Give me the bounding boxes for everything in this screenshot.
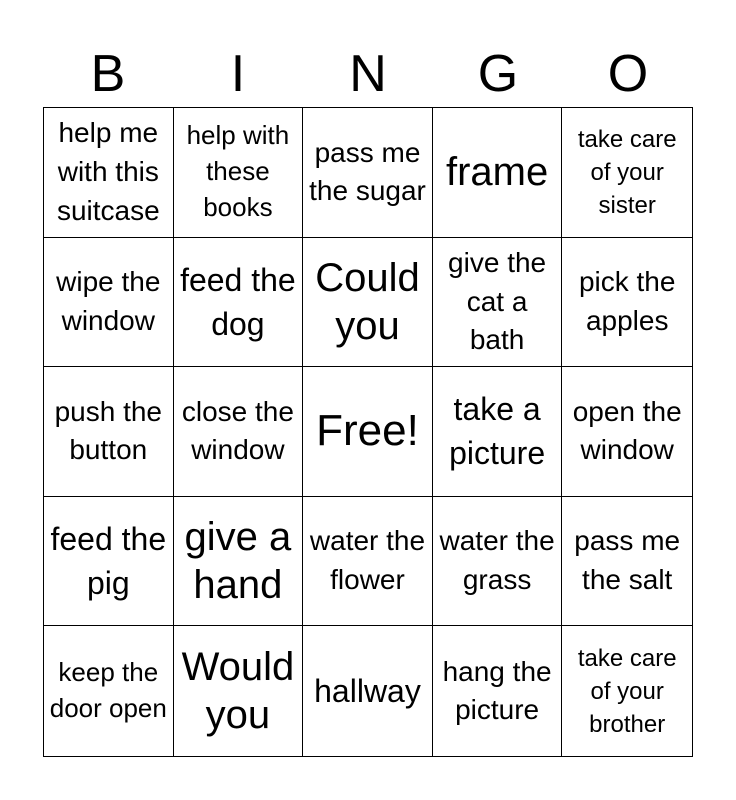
bingo-cell[interactable] [303,238,433,368]
cell-text: pass me the sugar [309,136,426,207]
bingo-header [43,40,693,108]
cell-text: help with these books [186,120,290,223]
bingo-cell[interactable] [562,108,692,238]
cell-text: give the cat a bath [448,246,547,356]
cell-text: close the window [181,395,294,466]
cell-text: frame [445,150,549,195]
bingo-cell free-space[interactable] [303,367,433,497]
cell-text: feed the pig [50,520,167,602]
bingo-cell[interactable] [562,626,692,756]
cell-text: Could you [315,255,420,348]
header-letter-o: O [607,45,649,103]
bingo-cell[interactable] [174,497,304,627]
bingo-cell[interactable] [44,626,174,756]
cell-text: pick the apples [578,266,676,336]
cell-text: hang the picture [442,655,552,726]
bingo-cell[interactable] [433,367,563,497]
bingo-cell[interactable] [174,367,304,497]
cell-text: push the button [54,395,162,466]
bingo-cell[interactable] [433,497,563,627]
bingo-board [43,107,693,757]
cell-text: keep the door open [49,657,167,724]
cell-text: take care of your brother [577,644,677,738]
header-letter-b: B [90,45,126,103]
header-letter-i: I [230,45,246,103]
bingo-cell[interactable] [174,238,304,368]
bingo-cell[interactable] [44,497,174,627]
bingo-cell[interactable] [433,238,563,368]
cell-text: give a hand [184,515,292,608]
bingo-cell[interactable] [303,497,433,627]
cell-text: wipe the window [56,266,161,336]
bingo-cell[interactable] [44,238,174,368]
bingo-cell[interactable] [303,626,433,756]
cell-text: pass me the salt [574,525,681,596]
bingo-cell[interactable] [44,367,174,497]
bingo-cell[interactable] [433,108,563,238]
cell-text: take care of your sister [577,125,677,219]
bingo-cell[interactable] [433,626,563,756]
cell-text: feed the dog [180,261,296,342]
cell-text: help me with this suitcase [56,117,160,226]
cell-text: Free! [316,406,419,456]
cell-text: water the grass [439,525,555,596]
cell-text: Would you [181,645,295,738]
cell-text: water the flower [309,525,426,596]
cell-text: take a picture [449,391,546,472]
bingo-cell[interactable] [562,497,692,627]
cell-text: open the window [572,395,682,466]
header-letter-n: N [349,45,387,103]
bingo-cell[interactable] [174,626,304,756]
bingo-cell[interactable] [44,108,174,238]
bingo-cell[interactable] [303,108,433,238]
header-letter-g: G [477,45,519,103]
cell-text: hallway [314,673,421,710]
bingo-cell[interactable] [562,367,692,497]
bingo-cell[interactable] [174,108,304,238]
bingo-cell[interactable] [562,238,692,368]
